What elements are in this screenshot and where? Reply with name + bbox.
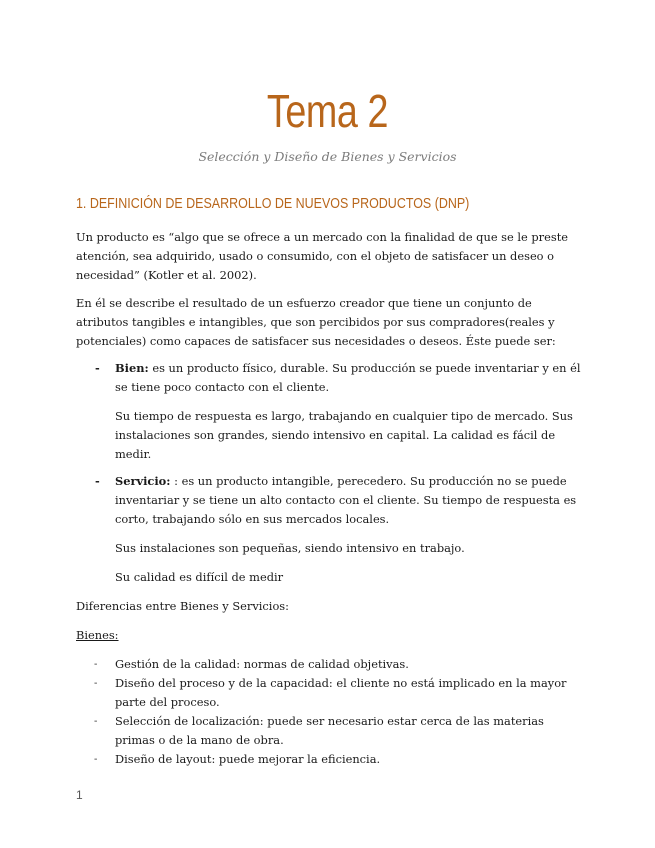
list-item-seleccion-localizacion: Selección de localización: puede ser necesario estar cerca de las materias primas o de la mano de obra. (115, 714, 544, 747)
term-servicio: Servicio: (115, 474, 171, 488)
list-item-gestion-calidad: Gestión de la calidad: normas de calidad objetivas. (115, 657, 409, 671)
servicio-description: : es un producto intangible, perecedero. Su producción no se puede inventariar y se tiene un alto contacto con el cliente. Su tiempo de respuesta es corto, trabajando sólo en sus mercados locales. (115, 474, 577, 526)
paragraph-servicio-instalaciones: Sus instalaciones son pequeñas, siendo intensivo en trabajo. (115, 541, 465, 555)
list-dash: - (94, 754, 98, 765)
list-item-diseno-proceso: Diseño del proceso y de la capacidad: el cliente no está implicado en la mayor parte del proceso. (115, 676, 567, 709)
paragraph-producto-definicion: Un producto es “algo que se ofrece a un mercado con la finalidad de que se le preste atención, sea adquirido, usado o consumido, con el objeto de satisfacer un deseo o necesidad” (Kotler et al. 2002). (76, 230, 569, 282)
subheading-bienes: Bienes: (76, 628, 119, 642)
section-heading-dnp: 1. DEFINICIÓN DE DESARROLLO DE NUEVOS PRODUCTOS (DNP) (76, 196, 470, 212)
paragraph-bien-detalle: Su tiempo de respuesta es largo, trabajando en cualquier tipo de mercado. Sus instalaciones son grandes, siendo intensivo en capital. La calidad es fácil de medir. (115, 409, 573, 461)
paragraph-servicio-calidad: Su calidad es difícil de medir (115, 570, 284, 584)
bien-description: es un producto físico, durable. Su producción se puede inventariar y en él se tiene poco contacto con el cliente. (115, 361, 581, 394)
page-number: 1 (76, 788, 83, 802)
list-item-servicio (115, 472, 585, 529)
term-bien: Bien: (115, 361, 149, 375)
paragraph-esfuerzo-creador: En él se describe el resultado de un esfuerzo creador que tiene un conjunto de atributos tangibles e intangibles, que son percibidos por sus compradores(reales y potenciales) como capaces de satisfacer sus necesidades o deseos. Éste puede ser: (76, 296, 556, 348)
list-item-bien (115, 359, 585, 397)
list-item-diseno-layout: Diseño de layout: puede mejorar la eficiencia. (115, 752, 381, 766)
paragraph-diferencias: Diferencias entre Bienes y Servicios: (76, 599, 289, 613)
list-dash: - (94, 716, 98, 727)
document-title: Tema 2 (266, 85, 389, 137)
document-subtitle: Selección y Diseño de Bienes y Servicios (198, 149, 457, 164)
bullet-dash: - (95, 361, 100, 375)
list-dash: - (94, 659, 98, 670)
list-dash: - (94, 678, 98, 689)
bullet-dash: - (95, 474, 100, 488)
